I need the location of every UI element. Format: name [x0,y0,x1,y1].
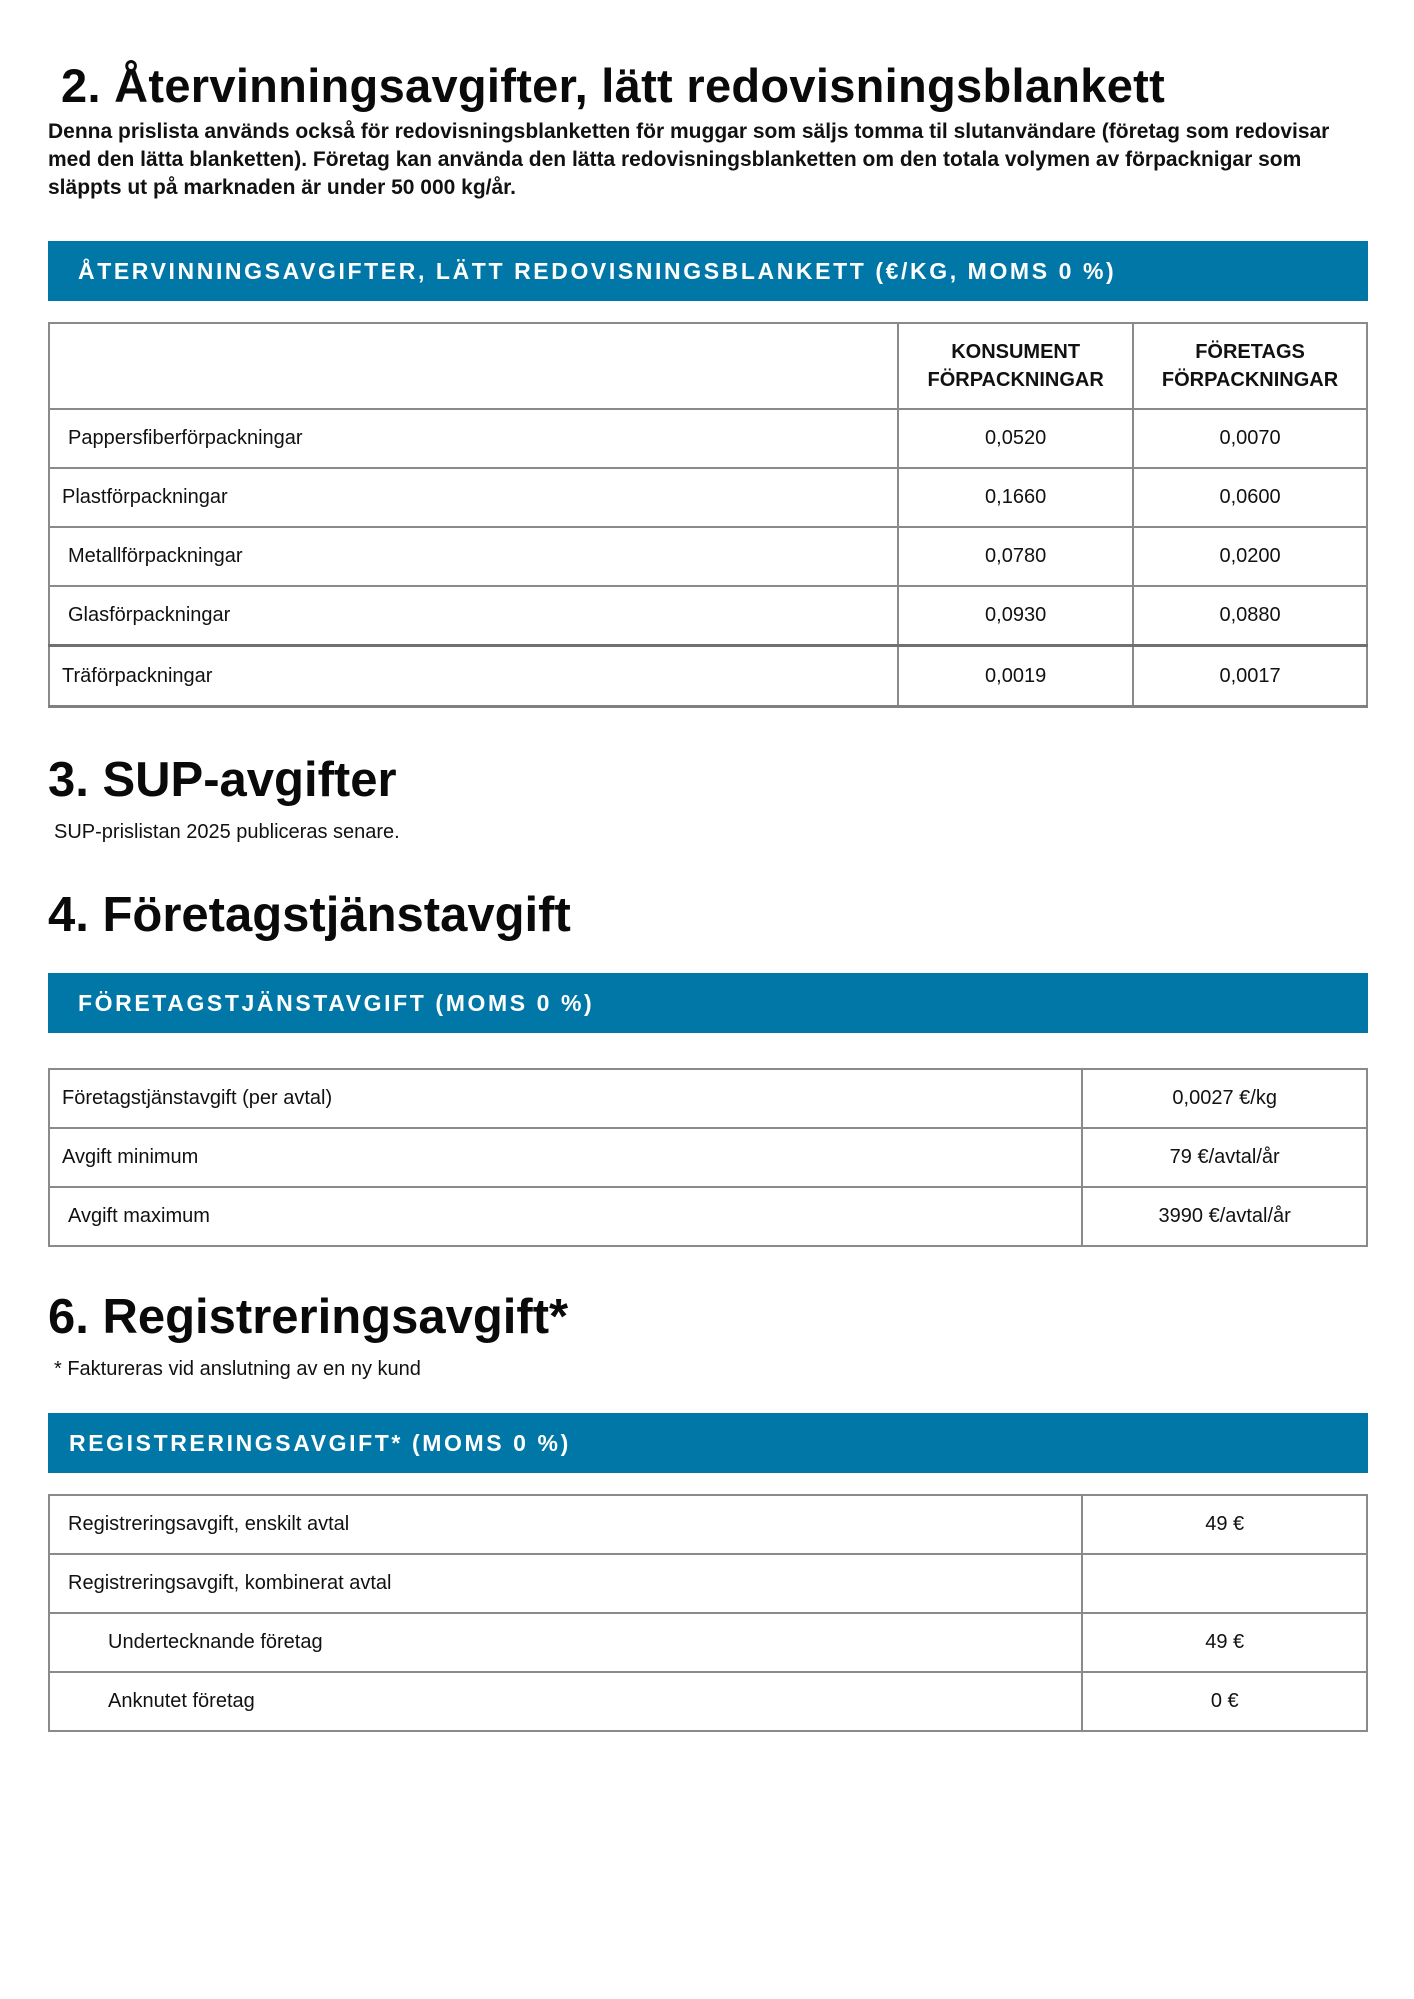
service-fee-table [48,1068,1368,1247]
row-label: Avgift maximum [49,1187,1082,1246]
table-row [49,527,1367,586]
row-value: 3990 €/avtal/år [1082,1187,1367,1246]
konsument-value: 0,1660 [898,468,1133,527]
col-header-konsument: KONSUMENT FÖRPACKNINGAR [898,323,1133,409]
section-2-intro: Denna prislista används också för redovisningsblanketten för muggar som säljs tomma til slutanvändare (företag som redovisar med den lätta blanketten). Företag kan använda den lätta redovisningsblanketten om den totala volymen av förpacknigar som släppts ut på marknaden är under 50 000 kg/år. [48,120,1330,199]
row-label: Undertecknande företag [49,1613,1082,1672]
row-value: 49 € [1082,1613,1367,1672]
section-3-note: SUP-prislistan 2025 publiceras senare. [54,821,400,843]
table-row [49,1128,1367,1187]
table-row [49,646,1367,707]
row-label: Metallförpackningar [49,527,898,586]
table-row [49,1069,1367,1128]
table-row [49,409,1367,468]
konsument-value: 0,0780 [898,527,1133,586]
empty-header-cell [49,323,898,409]
section-4-heading: 4. Företagstjänstavgift [48,888,571,942]
table-row [49,1554,1367,1613]
foretag-value: 0,0070 [1133,409,1367,468]
foretag-value: 0,0880 [1133,586,1367,646]
recycling-fees-banner: ÅTERVINNINGSAVGIFTER, LÄTT REDOVISNINGSBLANKETT (€/KG, MOMS 0 %) [48,241,1368,301]
table-row [49,1187,1367,1246]
registration-fee-banner: REGISTRERINGSAVGIFT* (MOMS 0 %) [48,1413,1368,1473]
table-row [49,1613,1367,1672]
row-value: 49 € [1082,1495,1367,1554]
konsument-value: 0,0930 [898,586,1133,646]
row-label: Pappersfiberförpackningar [49,409,898,468]
table-row [49,1495,1367,1554]
table-row [49,468,1367,527]
row-label: Glasförpackningar [49,586,898,646]
row-value [1082,1554,1367,1613]
table-row [49,586,1367,646]
konsument-value: 0,0520 [898,409,1133,468]
registration-fee-table [48,1494,1368,1732]
row-value: 79 €/avtal/år [1082,1128,1367,1187]
row-label: Registreringsavgift, kombinerat avtal [49,1554,1082,1613]
foretag-value: 0,0600 [1133,468,1367,527]
col-header-foretag: FÖRETAGS FÖRPACKNINGAR [1133,323,1367,409]
row-value: 0,0027 €/kg [1082,1069,1367,1128]
konsument-value: 0,0019 [898,646,1133,707]
row-value: 0 € [1082,1672,1367,1731]
foretag-value: 0,0200 [1133,527,1367,586]
section-2-heading: 2. Återvinningsavgifter, lätt redovisningsblankett [61,59,1166,112]
section-6-note: * Faktureras vid anslutning av en ny kund [54,1358,421,1380]
recycling-fees-table [48,322,1368,708]
row-label: Träförpackningar [49,646,898,707]
row-label: Plastförpackningar [49,468,898,527]
row-label: Avgift minimum [49,1128,1082,1187]
table-header-row [49,323,1367,409]
section-6-heading: 6. Registreringsavgift* [48,1290,569,1344]
row-label: Anknutet företag [49,1672,1082,1731]
row-label: Registreringsavgift, enskilt avtal [49,1495,1082,1554]
service-fee-banner: FÖRETAGSTJÄNSTAVGIFT (MOMS 0 %) [48,973,1368,1033]
foretag-value: 0,0017 [1133,646,1367,707]
row-label: Företagstjänstavgift (per avtal) [49,1069,1082,1128]
table-row [49,1672,1367,1731]
section-3-heading: 3. SUP-avgifter [48,753,397,807]
